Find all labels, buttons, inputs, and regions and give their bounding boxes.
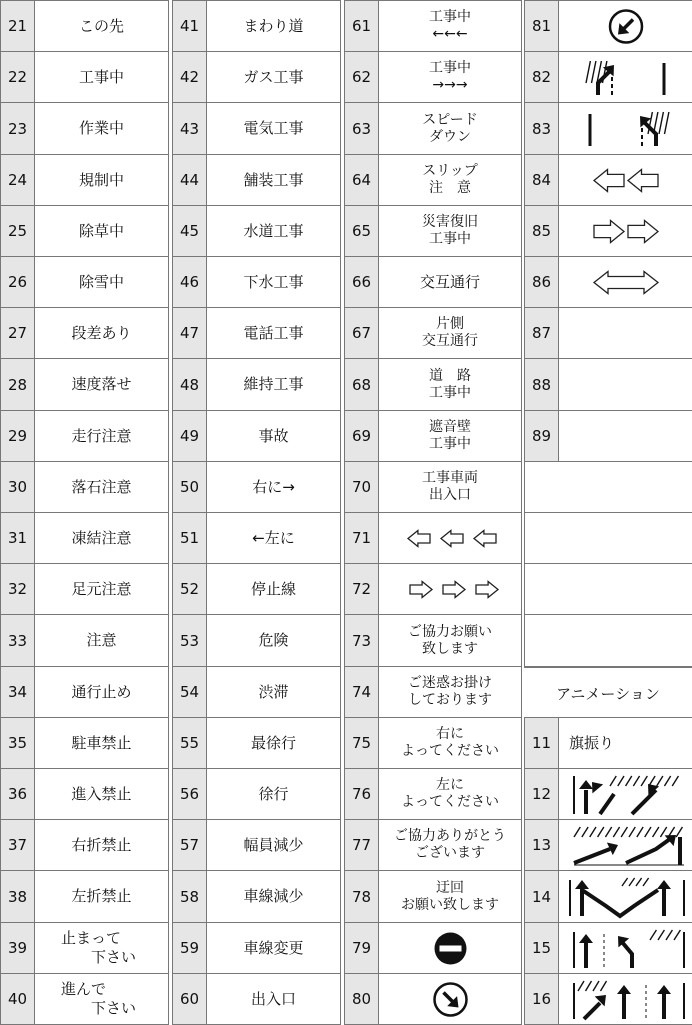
lane-return-animation-icon [560, 975, 692, 1024]
sign-number: 31 [0, 512, 35, 564]
sign-label: 片側 交互通行 [378, 307, 522, 359]
sign-number: 36 [0, 768, 35, 820]
down-left-arrow-circle-icon [560, 2, 692, 51]
sign-label-line1: 進んで [61, 980, 107, 998]
sign-number: 63 [344, 102, 379, 155]
sign-number: 61 [344, 0, 379, 52]
sign-number: 41 [172, 0, 207, 52]
sign-label: 右折禁止 [34, 819, 169, 871]
sign-label: 車線変更 [206, 922, 341, 974]
sign-icon-cell [558, 205, 692, 257]
animation-icon-cell [558, 973, 692, 1025]
sign-label: 工事中 [34, 51, 169, 103]
sign-label-line2: 下さい [91, 999, 137, 1017]
sign-number: 45 [172, 205, 207, 257]
sign-number: 56 [172, 768, 207, 820]
sign-label: 凍結注意 [34, 512, 169, 564]
sign-label: 出入口 [206, 973, 341, 1025]
sign-number: 79 [344, 922, 379, 974]
sign-label: 除雪中 [34, 256, 169, 308]
sign-label: 舗装工事 [206, 154, 341, 206]
sign-label: 停止線 [206, 563, 341, 615]
sign-number: 32 [0, 563, 35, 615]
sign-label: 左に よってください [378, 768, 522, 820]
sign-number: 54 [172, 666, 207, 718]
animation-number: 14 [524, 870, 559, 923]
sign-number: 52 [172, 563, 207, 615]
lane-shift-right-icon [560, 104, 692, 154]
sign-number: 59 [172, 922, 207, 974]
sign-label: ガス工事 [206, 51, 341, 103]
sign-label: 工事車両 出入口 [378, 461, 522, 513]
animation-number: 16 [524, 973, 559, 1025]
sign-icon-cell [558, 256, 692, 308]
sign-label: 工事中 →→→ [378, 51, 522, 103]
sign-number: 42 [172, 51, 207, 103]
sign-number: 71 [344, 512, 379, 564]
sign-label: 幅員減少 [206, 819, 341, 871]
sign-number: 85 [524, 205, 559, 257]
sign-number: 64 [344, 154, 379, 206]
sign-label: 渋滞 [206, 666, 341, 718]
sign-label: 電気工事 [206, 102, 341, 155]
sign-label: 除草中 [34, 205, 169, 257]
sign-label [558, 410, 692, 462]
sign-number: 83 [524, 102, 559, 155]
sign-label: スピード ダウン [378, 102, 522, 155]
right-hollow-arrows-icon [380, 565, 521, 614]
sign-number: 25 [0, 205, 35, 257]
sign-number: 67 [344, 307, 379, 359]
sign-label [34, 922, 169, 974]
sign-label [558, 358, 692, 411]
sign-label: 水道工事 [206, 205, 341, 257]
animation-number: 13 [524, 819, 559, 871]
sign-label: 注意 [34, 614, 169, 667]
sign-icon-cell [558, 102, 692, 155]
sign-number: 66 [344, 256, 379, 308]
sign-label: まわり道 [206, 0, 341, 52]
sign-label [34, 973, 169, 1025]
sign-number: 49 [172, 410, 207, 462]
lane-merge-right-animation-icon [560, 770, 692, 819]
sign-label-line2: 下さい [91, 948, 137, 966]
sign-number: 35 [0, 717, 35, 769]
lane-shift-right-animation-icon [560, 821, 692, 870]
sign-icon-cell [378, 563, 522, 615]
sign-label: 左折禁止 [34, 870, 169, 923]
sign-number: 73 [344, 614, 379, 667]
sign-label: 作業中 [34, 102, 169, 155]
sign-label: 駐車禁止 [34, 717, 169, 769]
sign-number: 38 [0, 870, 35, 923]
sign-icon-cell [558, 51, 692, 103]
sign-number: 89 [524, 410, 559, 462]
animation-heading: アニメーション [524, 667, 692, 718]
animation-icon-cell [558, 819, 692, 871]
animation-number: 11 [524, 717, 559, 769]
sign-number: 75 [344, 717, 379, 769]
sign-number: 57 [172, 819, 207, 871]
sign-label: ご迷惑お掛け しております [378, 666, 522, 718]
sign-number: 74 [344, 666, 379, 718]
sign-label: 規制中 [34, 154, 169, 206]
sign-label [558, 307, 692, 359]
sign-number: 39 [0, 922, 35, 974]
sign-label: 下水工事 [206, 256, 341, 308]
sign-number: 58 [172, 870, 207, 923]
sign-label: 右に よってください [378, 717, 522, 769]
sign-number: 30 [0, 461, 35, 513]
sign-label: 遮音壁 工事中 [378, 410, 522, 462]
animation-label: 旗振り [558, 717, 692, 769]
sign-label: 速度落せ [34, 358, 169, 411]
sign-label: 災害復旧 工事中 [378, 205, 522, 257]
sign-label: 走行注意 [34, 410, 169, 462]
sign-label: 事故 [206, 410, 341, 462]
sign-number: 43 [172, 102, 207, 155]
sign-icon-cell [558, 0, 692, 52]
sign-number: 34 [0, 666, 35, 718]
animation-number: 15 [524, 922, 559, 974]
sign-label: 段差あり [34, 307, 169, 359]
lane-shift-left-icon [560, 53, 692, 102]
sign-label: 維持工事 [206, 358, 341, 411]
sign-label: スリップ 注 意 [378, 154, 522, 206]
down-right-arrow-circle-icon [380, 975, 521, 1024]
sign-number: 78 [344, 870, 379, 923]
sign-number: 65 [344, 205, 379, 257]
sign-number: 84 [524, 154, 559, 206]
sign-label: 交互通行 [378, 256, 522, 308]
lane-merge-left-animation-icon [560, 924, 692, 973]
sign-number: 26 [0, 256, 35, 308]
lane-split-animation-icon [560, 872, 692, 922]
sign-number: 62 [344, 51, 379, 103]
sign-number: 37 [0, 819, 35, 871]
sign-number: 51 [172, 512, 207, 564]
sign-number: 46 [172, 256, 207, 308]
no-entry-icon [380, 924, 521, 973]
sign-number: 86 [524, 256, 559, 308]
sign-number: 29 [0, 410, 35, 462]
sign-number: 60 [172, 973, 207, 1025]
sign-number: 48 [172, 358, 207, 411]
sign-number: 82 [524, 51, 559, 103]
animation-icon-cell [558, 768, 692, 820]
sign-number: 80 [344, 973, 379, 1025]
sign-label: 道 路 工事中 [378, 358, 522, 411]
sign-label: 落石注意 [34, 461, 169, 513]
sign-number: 28 [0, 358, 35, 411]
left-right-hollow-arrow-icon [560, 258, 692, 307]
sign-label: ←左に [206, 512, 341, 564]
sign-label: 足元注意 [34, 563, 169, 615]
sign-number: 27 [0, 307, 35, 359]
sign-number: 77 [344, 819, 379, 871]
sign-number: 69 [344, 410, 379, 462]
sign-icon-cell [378, 973, 522, 1025]
empty-cell [524, 512, 692, 564]
sign-icon-cell [378, 512, 522, 564]
left-hollow-arrows-icon [380, 514, 521, 563]
sign-number: 24 [0, 154, 35, 206]
sign-number: 53 [172, 614, 207, 667]
sign-number: 44 [172, 154, 207, 206]
sign-number: 50 [172, 461, 207, 513]
double-right-hollow-arrow-icon [560, 207, 692, 256]
sign-number: 87 [524, 307, 559, 359]
sign-number: 23 [0, 102, 35, 155]
empty-cell [524, 614, 692, 667]
sign-label: 最徐行 [206, 717, 341, 769]
animation-icon-cell [558, 922, 692, 974]
sign-number: 76 [344, 768, 379, 820]
sign-label: 通行止め [34, 666, 169, 718]
sign-label: この先 [34, 0, 169, 52]
sign-label: ご協力ありがとう ございます [378, 819, 522, 871]
sign-label: 電話工事 [206, 307, 341, 359]
sign-number: 21 [0, 0, 35, 52]
animation-icon-cell [558, 870, 692, 923]
empty-cell [524, 461, 692, 513]
double-left-hollow-arrow-icon [560, 156, 692, 205]
sign-number: 40 [0, 973, 35, 1025]
sign-number: 68 [344, 358, 379, 411]
sign-number: 47 [172, 307, 207, 359]
sign-label: ご協力お願い 致します [378, 614, 522, 667]
sign-number: 22 [0, 51, 35, 103]
sign-number: 33 [0, 614, 35, 667]
animation-number: 12 [524, 768, 559, 820]
sign-label: 工事中 ←←← [378, 0, 522, 52]
sign-label-line1: 止まって [61, 929, 122, 947]
empty-cell [524, 563, 692, 615]
sign-label: 進入禁止 [34, 768, 169, 820]
sign-label: 迂回 お願い致します [378, 870, 522, 923]
sign-number: 72 [344, 563, 379, 615]
sign-number: 81 [524, 0, 559, 52]
sign-label: 車線減少 [206, 870, 341, 923]
sign-icon-cell [558, 154, 692, 206]
sign-label: 徐行 [206, 768, 341, 820]
sign-label: 危険 [206, 614, 341, 667]
sign-label: 右に→ [206, 461, 341, 513]
sign-number: 55 [172, 717, 207, 769]
sign-icon-cell [378, 922, 522, 974]
sign-number: 70 [344, 461, 379, 513]
sign-number: 88 [524, 358, 559, 411]
